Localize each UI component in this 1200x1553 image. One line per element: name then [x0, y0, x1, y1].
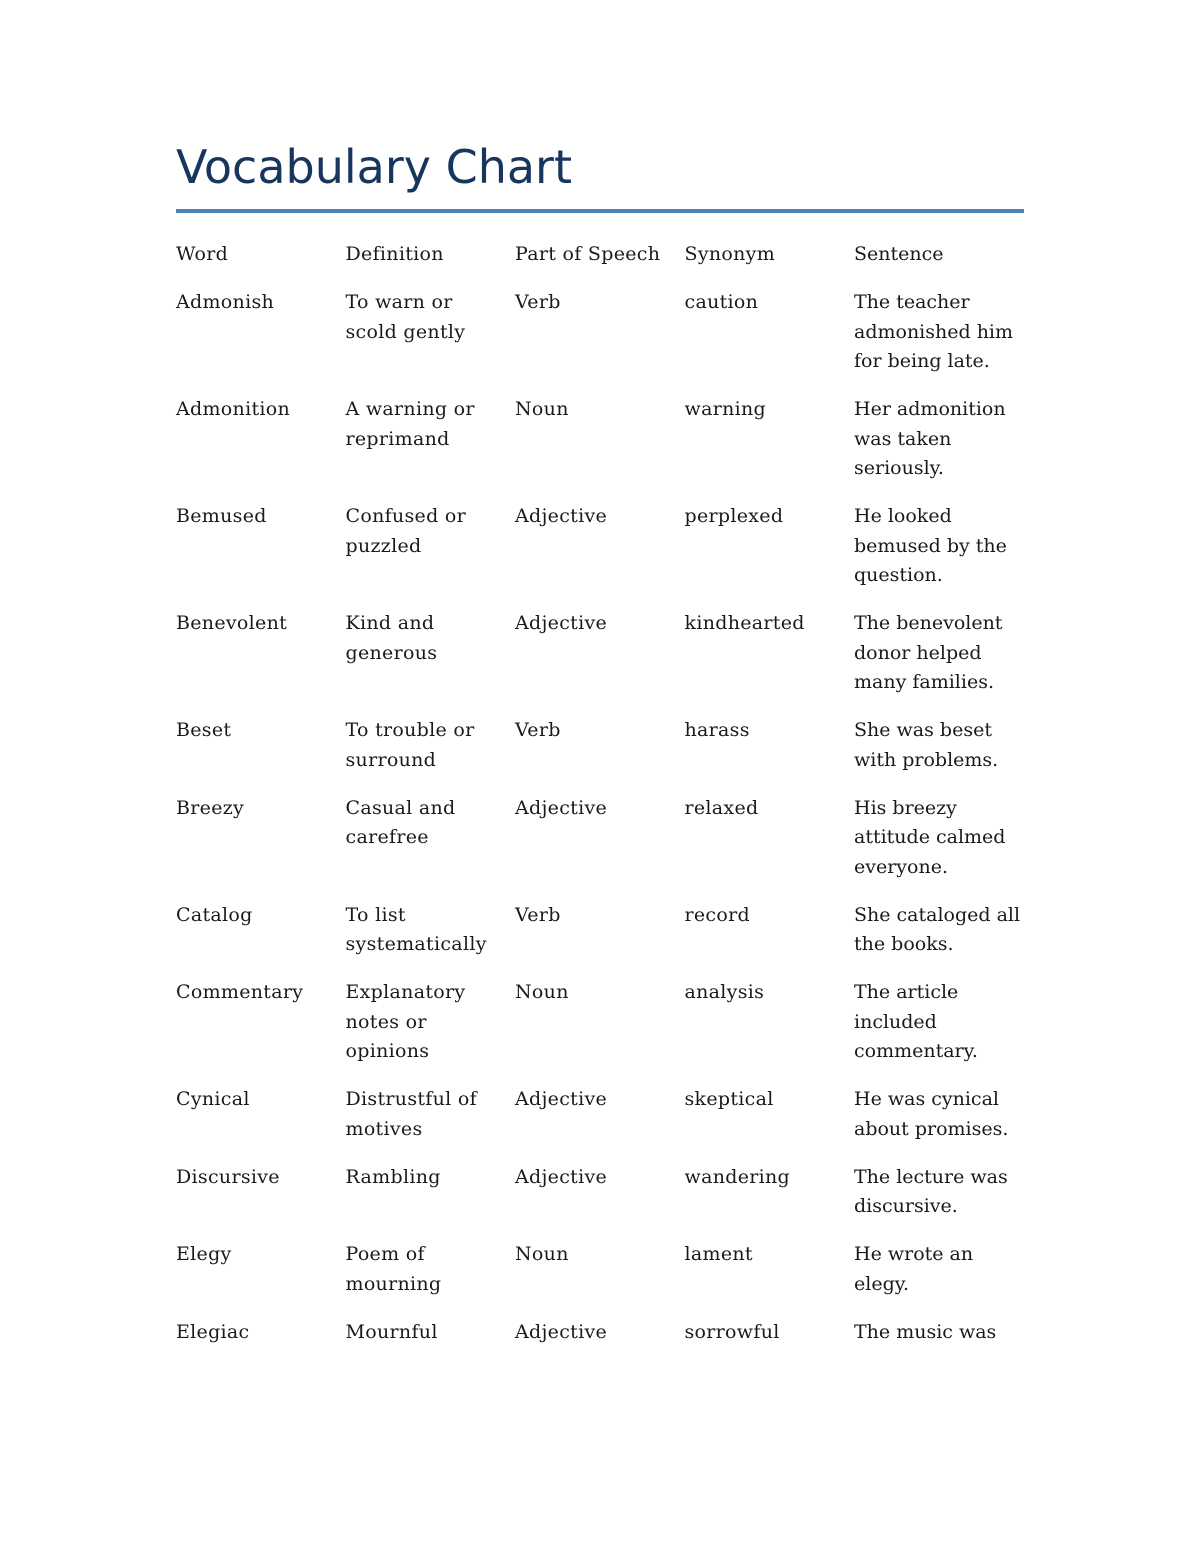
cell-synonym: perplexed [684, 505, 784, 527]
table-header-row [176, 240, 1024, 288]
table-row [176, 395, 1024, 502]
cell-part-of-speech: Adjective [515, 612, 608, 634]
cell-part-of-speech: Adjective [515, 1165, 608, 1188]
table-row [176, 1318, 1024, 1366]
header-sentence: Sentence [854, 243, 944, 265]
cell-synonym: skeptical [684, 1088, 774, 1110]
cell-synonym: caution [684, 291, 759, 313]
cell-sentence: The benevolent donor helped many families. [854, 612, 1003, 693]
cell-word: Commentary [176, 981, 304, 1003]
cell-definition: A warning or reprimand [345, 398, 475, 450]
cell-definition: Mournful [345, 1320, 438, 1343]
cell-part-of-speech: Adjective [515, 505, 608, 527]
cell-word: Benevolent [176, 612, 288, 634]
header-part-of-speech: Part of Speech [515, 243, 661, 265]
cell-definition: To trouble or surround [345, 719, 475, 771]
cell-definition: To warn or scold gently [345, 291, 466, 343]
cell-sentence: The lecture was discursive. [854, 1165, 1008, 1217]
cell-word: Breezy [176, 796, 245, 819]
cell-synonym: warning [684, 398, 766, 420]
cell-word: Admonish [176, 291, 275, 313]
cell-part-of-speech: Verb [515, 291, 561, 313]
cell-synonym: relaxed [684, 796, 759, 819]
cell-synonym: kindhearted [684, 612, 805, 634]
header-definition: Definition [345, 243, 444, 265]
cell-word: Elegiac [176, 1320, 250, 1343]
cell-definition: Kind and generous [345, 612, 438, 664]
table-row [176, 502, 1024, 609]
cell-definition: Confused or puzzled [345, 505, 467, 557]
cell-part-of-speech: Adjective [515, 796, 608, 819]
cell-word: Bemused [176, 505, 267, 527]
cell-synonym: wandering [684, 1165, 790, 1188]
cell-sentence: The article included commentary. [854, 981, 978, 1062]
cell-definition: Rambling [345, 1165, 441, 1188]
cell-definition: Explanatory notes or opinions [345, 981, 466, 1062]
cell-part-of-speech: Verb [515, 903, 561, 926]
cell-part-of-speech: Verb [515, 719, 561, 741]
cell-sentence: He wrote an elegy. [854, 1243, 974, 1295]
page-title: Vocabulary Chart [176, 140, 573, 194]
cell-word: Catalog [176, 903, 253, 926]
cell-word: Elegy [176, 1243, 232, 1265]
cell-sentence: His breezy attitude calmed everyone. [854, 796, 1006, 878]
table-row [176, 1240, 1024, 1318]
cell-word: Cynical [176, 1088, 250, 1110]
table-row [176, 1163, 1024, 1241]
cell-sentence: He looked bemused by the question. [854, 505, 1007, 586]
table-row [176, 794, 1024, 901]
cell-synonym: record [684, 903, 750, 926]
vocabulary-table [176, 240, 1024, 1366]
table-row [176, 609, 1024, 716]
cell-definition: To list systematically [345, 903, 487, 955]
cell-synonym: harass [684, 719, 750, 741]
table-row [176, 978, 1024, 1085]
title-underline [176, 209, 1024, 213]
table-row [176, 901, 1024, 979]
cell-word: Beset [176, 719, 232, 741]
cell-part-of-speech: Adjective [515, 1320, 608, 1343]
cell-definition: Poem of mourning [345, 1243, 442, 1295]
cell-part-of-speech: Noun [515, 398, 569, 420]
cell-sentence: He was cynical about promises. [854, 1088, 1009, 1140]
header-synonym: Synonym [684, 243, 776, 265]
header-word: Word [176, 243, 229, 265]
cell-synonym: sorrowful [684, 1320, 780, 1343]
table-row [176, 288, 1024, 395]
cell-sentence: The music was [854, 1320, 997, 1343]
table-row [176, 1085, 1024, 1163]
cell-sentence: Her admonition was taken seriously. [854, 398, 1006, 479]
cell-word: Discursive [176, 1165, 280, 1188]
cell-sentence: She was beset with problems. [854, 719, 999, 771]
cell-sentence: She cataloged all the books. [854, 903, 1021, 955]
cell-word: Admonition [176, 398, 291, 420]
cell-part-of-speech: Adjective [515, 1088, 608, 1110]
cell-definition: Distrustful of motives [345, 1088, 477, 1140]
cell-part-of-speech: Noun [515, 1243, 569, 1265]
cell-synonym: analysis [684, 981, 765, 1003]
table-row [176, 716, 1024, 794]
cell-definition: Casual and carefree [345, 796, 456, 848]
cell-sentence: The teacher admonished him for being late. [854, 291, 1014, 372]
cell-synonym: lament [684, 1243, 753, 1265]
cell-part-of-speech: Noun [515, 981, 569, 1003]
